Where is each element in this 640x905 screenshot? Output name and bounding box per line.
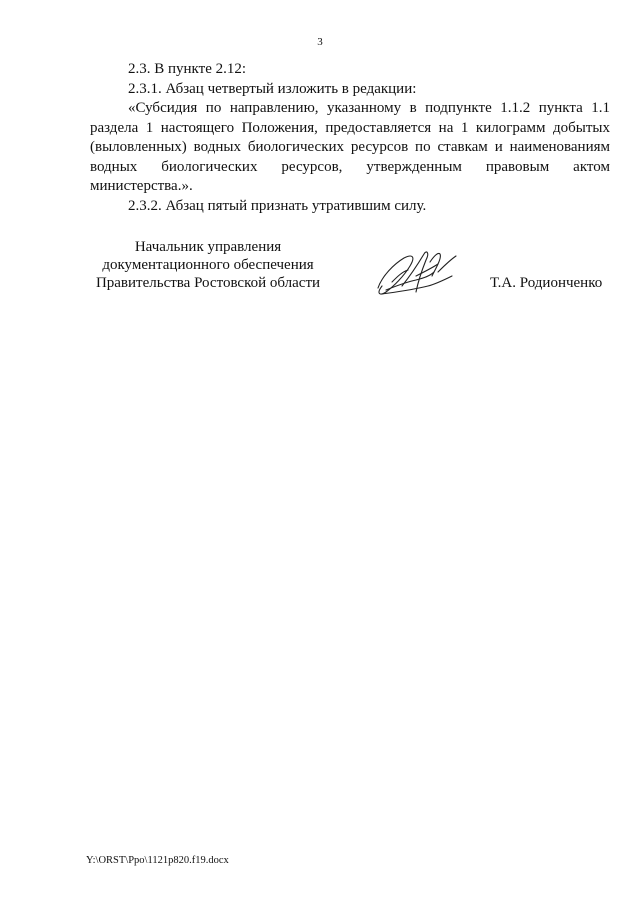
paragraph-item-2-3-1: 2.3.1. Абзац четвертый изложить в редакции: [128, 80, 417, 97]
handwritten-signature [372, 246, 462, 302]
page-number: 3 [317, 36, 323, 48]
document-body [90, 60, 610, 216]
signatory-position [88, 238, 328, 292]
position-line: документационного обеспечения [102, 257, 314, 273]
paragraph-item-2-3: 2.3. В пункте 2.12: [128, 61, 247, 77]
paragraph-item-2-3-2: 2.3.2. Абзац пятый признать утратившим силу. [128, 197, 427, 214]
signer-name: Т.А. Родионченко [490, 275, 603, 291]
footer-file-path: Y:\ORST\Ppo\1121p820.f19.docx [86, 855, 229, 866]
paragraph-quoted-text: «Субсидия по направлению, указанному в подпункте 1.1.2 пункта 1.1 раздела 1 настоящего Положения, предоставляется на 1 килограмм добытых (выловленных) водных биологических ресурсов по ставкам и наименованиям водных биологических ресурсов, утвержденным правовым актом министерства.». [90, 100, 610, 194]
position-line: Правительства Ростовской области [95, 275, 321, 291]
position-line: Начальник управления [134, 239, 282, 255]
